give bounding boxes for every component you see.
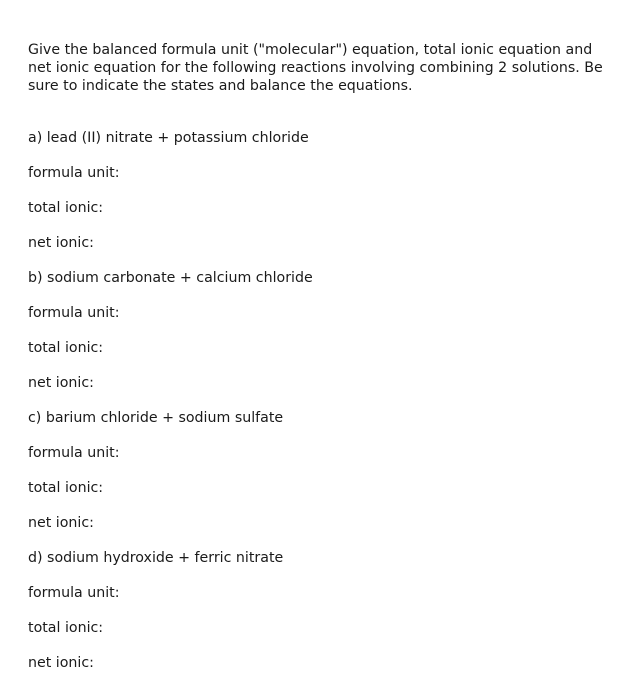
formula-unit-label: formula unit: (28, 165, 120, 181)
formula-unit-label: formula unit: (28, 585, 120, 601)
question-prompt: b) sodium carbonate + calcium chloride (28, 270, 313, 286)
total-ionic-label: total ionic: (28, 480, 104, 496)
question-prompt: a) lead (II) nitrate + potassium chloride (28, 130, 309, 146)
net-ionic-label: net ionic: (28, 375, 94, 391)
net-ionic-label: net ionic: (28, 235, 94, 251)
total-ionic-label: total ionic: (28, 340, 104, 356)
question-prompt: c) barium chloride + sodium sulfate (28, 410, 284, 426)
net-ionic-label: net ionic: (28, 655, 94, 671)
formula-unit-label: formula unit: (28, 305, 120, 321)
worksheet-page (28, 41, 613, 672)
question-c (28, 409, 613, 532)
question-a (28, 129, 613, 252)
total-ionic-label: total ionic: (28, 620, 104, 636)
formula-unit-label: formula unit: (28, 445, 120, 461)
total-ionic-label: total ionic: (28, 200, 104, 216)
net-ionic-label: net ionic: (28, 515, 94, 531)
instructions-text: Give the balanced formula unit ("molecular") equation, total ionic equation and net ionic equation for the following reactions involving combining 2 solutions. Be sure to indicate the states and balance the equations. (28, 42, 603, 94)
question-d (28, 549, 613, 672)
question-b (28, 269, 613, 392)
question-prompt: d) sodium hydroxide + ferric nitrate (28, 550, 284, 566)
